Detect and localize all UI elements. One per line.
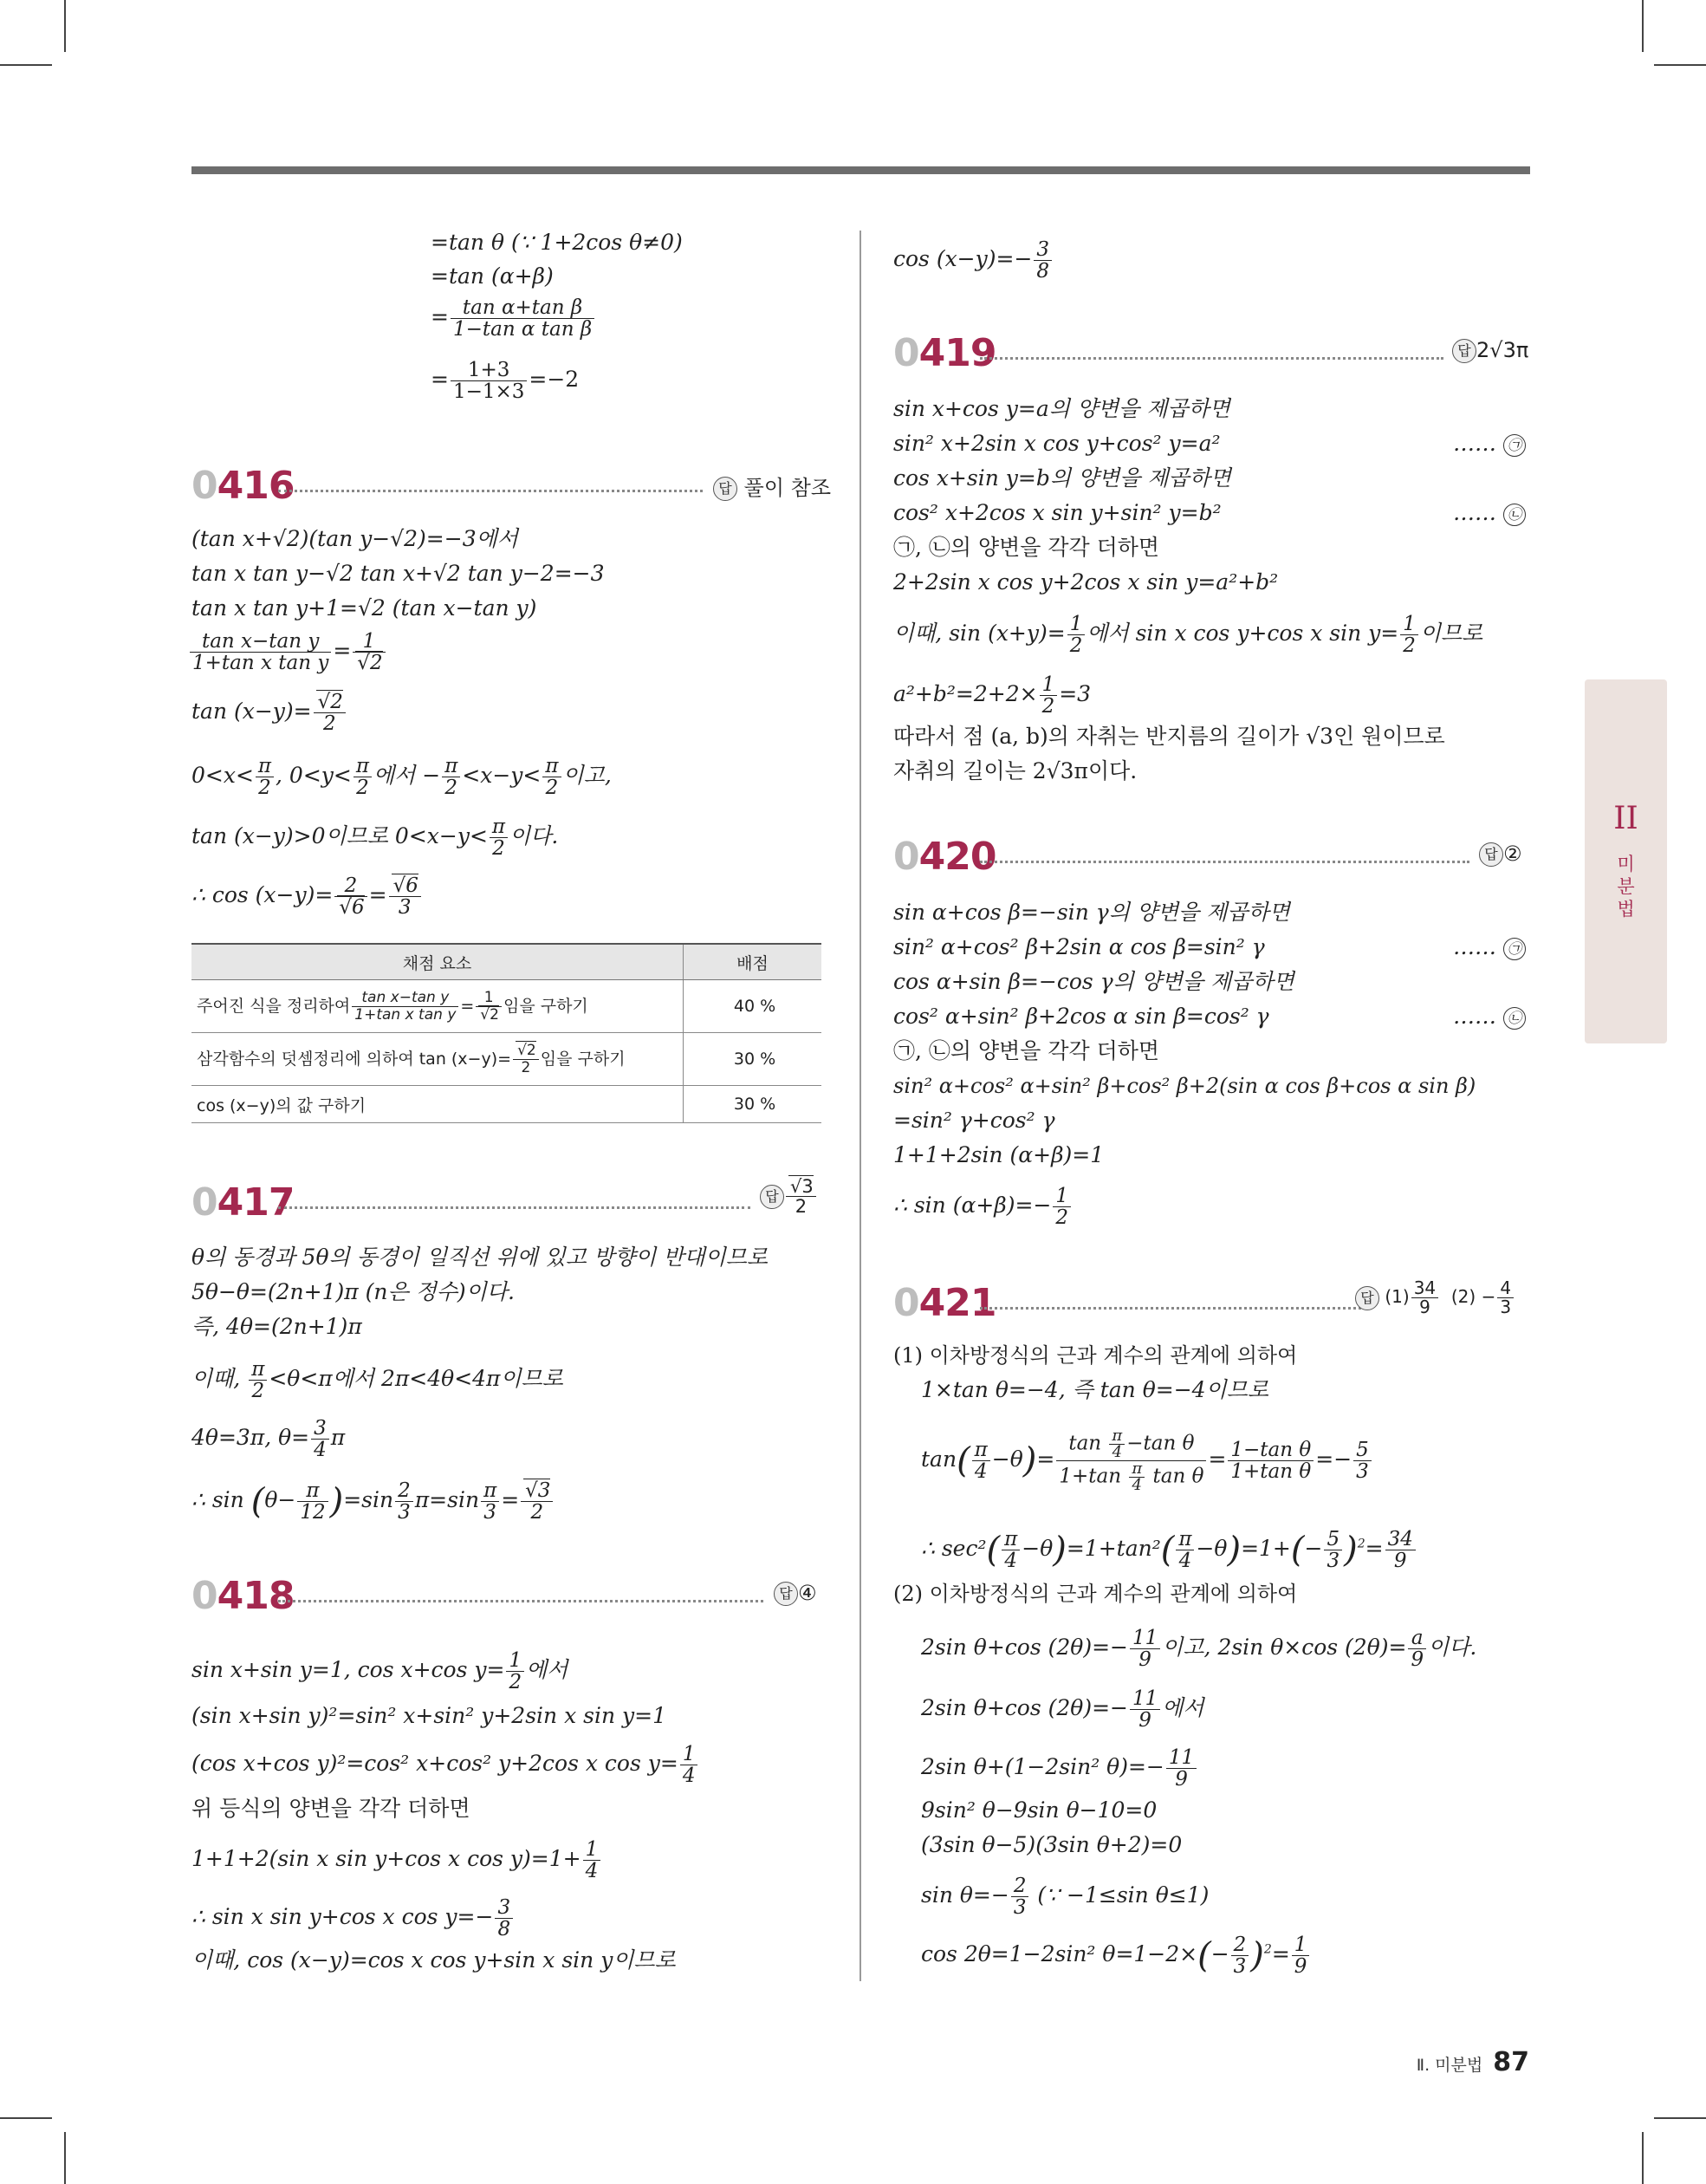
- math-line: ∴ sec²( $\frac{\pi}{4}$ −θ)=1+tan²( $\frac{\pi}{4}$ −θ)=1+(− $\frac{5}{3}$ )$^2$= $\frac{34}{9}$: [921, 1529, 1417, 1571]
- math-line: cos (x−y)=− $\frac{3}{8}$: [893, 239, 1054, 282]
- problem-number: 0417: [191, 1180, 295, 1225]
- chapter-side-tab: [1585, 679, 1667, 1043]
- leader-dots: [980, 1307, 1365, 1310]
- math-line: 9sin² θ−9sin θ−10=0: [921, 1797, 1158, 1823]
- table-header-row: [191, 944, 821, 980]
- label-marker: ㉡: [1503, 504, 1526, 526]
- table-cell: 40 %: [684, 980, 822, 1033]
- answer-mark-icon: 답: [1479, 842, 1503, 867]
- problem-number: 0419: [893, 331, 996, 375]
- problem-number: 0416: [191, 464, 295, 508]
- column-header: 채점 요소: [191, 944, 684, 980]
- problem-number: 0421: [893, 1281, 996, 1325]
- math-line: $\frac{\text{tan x−tan y}}{\text{1+tan x tan y}}$ = 1 √ 2: [188, 631, 387, 673]
- math-line: 2+2sin x cos y+2cos x sin y=a²+b²: [893, 569, 1279, 595]
- problem-header-421: [893, 1277, 1530, 1325]
- problem-header-420: [893, 835, 1530, 878]
- numerator: tan α+tan β: [451, 297, 594, 319]
- math-line: 1+1+2(sin x sin y+cos x cos y)=1+ $\frac{1}{4}$: [191, 1839, 602, 1882]
- answer: 답 (1) $\frac{34}{9}$ (2) − $\frac{4}{3}$: [1355, 1279, 1515, 1316]
- math-line: (3sin θ−5)(3sin θ+2)=0: [921, 1832, 1183, 1857]
- math-line: (cos x+cos y)²=cos² x+cos² y+2cos x cos y= $\frac{1}{4}$: [191, 1744, 699, 1786]
- math-line: sin x+sin y=1, cos x+cos y= $\frac{1}{2}$ 에서: [191, 1649, 568, 1693]
- math-line: 1+1+2sin (α+β)=1: [893, 1142, 1105, 1167]
- math-line: tan (x−y)= √ $\frac{2}{2}$: [191, 692, 347, 734]
- crop-mark: [64, 0, 66, 52]
- label-marker: ㉠: [1503, 938, 1526, 960]
- math-line: 위 등식의 양변을 각각 더하면: [191, 1796, 470, 1821]
- math-line: sin α+cos β=−sin γ의 양변을 제곱하면: [893, 900, 1290, 925]
- math-line: cos 2θ=1−2sin² θ=1−2×(− $\frac{2}{3}$ )$^2$= $\frac{1}{9}$: [921, 1934, 1311, 1977]
- math-line: =tan (α+β): [431, 263, 554, 289]
- table-cell: 주어진 식을 정리하여 $\frac{\text{tan x−tan y}}{\text{1+tan x tan y}}$ = 1 √ 2 임을 구하기: [191, 980, 684, 1033]
- table-cell: 삼각함수의 덧셈정리에 의하여 tan (x−y)= √ $\frac{2}{2}$ 임을 구하기: [191, 1033, 684, 1086]
- numerator: 1+3: [451, 360, 527, 381]
- label-marker: ㉡: [1503, 1007, 1526, 1030]
- problem-header-419: [893, 331, 1530, 374]
- math-line: a²+b²=2+2× $\frac{1}{2}$ =3: [893, 673, 1092, 718]
- answer-mark-icon: 답: [1355, 1286, 1379, 1310]
- table-row: [191, 980, 821, 1033]
- answer-mark-icon: 답: [760, 1185, 784, 1209]
- table-row: [191, 1033, 821, 1086]
- math-line: sin² α+cos² α+sin² β+cos² β+2(sin α cos β+cos α sin β): [893, 1074, 1476, 1098]
- math-line: 2sin θ+cos (2θ)=− $\frac{11}{9}$ 에서: [921, 1687, 1204, 1732]
- math-line: sin² α+cos² β+2sin α cos β=sin² γ …… ㉠: [893, 933, 1526, 962]
- table-cell: 30 %: [684, 1086, 822, 1123]
- crop-mark: [0, 2117, 52, 2119]
- math-line: 이때, cos (x−y)=cos x cos y+sin x sin y이므로: [191, 1947, 676, 1973]
- column-divider: [859, 231, 861, 1981]
- table-cell: cos (x−y)의 값 구하기: [191, 1086, 684, 1123]
- math-line: 2sin θ+(1−2sin² θ)=− $\frac{11}{9}$: [921, 1747, 1198, 1790]
- label-marker: ㉠: [1503, 434, 1526, 457]
- footer-chapter: Ⅱ. 미분법: [1416, 2056, 1483, 2075]
- leader-dots: [278, 1600, 763, 1602]
- math-line: sin² x+2sin x cos y+cos² y=a² …… ㉠: [893, 429, 1526, 458]
- math-line: cos² x+2cos x sin y+sin² y=b² …… ㉡: [893, 498, 1526, 528]
- table-cell: 30 %: [684, 1033, 822, 1086]
- math-line: 1×tan θ=−4, 즉 tan θ=−4이므로: [921, 1377, 1268, 1402]
- answer: 답 ②: [1479, 842, 1522, 867]
- answer-mark-icon: 답: [1452, 339, 1476, 363]
- math-line: 따라서 점 (a, b)의 자취는 반지름의 길이가 √3인 원이므로: [893, 724, 1445, 749]
- math-line: ∴ cos (x−y)= 2 √ 6 = √ $\frac{6}{3}$: [191, 875, 423, 918]
- math-line: 0<x< $\frac{\pi}{2}$ , 0<y< $\frac{\pi}{2}$ 에서 − $\frac{\pi}{2}$ <x−y< $\frac{\pi}{2}$ 이고,: [191, 755, 612, 799]
- problem-number: 0418: [191, 1574, 295, 1618]
- scoring-table: [191, 943, 821, 1123]
- math-line: 5θ−θ=(2n+1)π (n은 정수)이다.: [191, 1279, 515, 1304]
- answer-mark-icon: 답: [774, 1582, 798, 1606]
- math-line: 4θ=3π, θ= $\frac{3}{4}$ π: [191, 1417, 346, 1461]
- math-line: ∴ sin (θ− $\frac{\pi}{12}$ )=sin $\frac{2}{3}$ π=sin $\frac{\pi}{3}$ = √ $\frac{3}{2}$: [191, 1480, 555, 1523]
- math-line: tan x tan y+1=√2 (tan x−tan y): [191, 595, 537, 621]
- table-row: [191, 1086, 821, 1123]
- math-line: = $\frac{1+3}{1-1\times 3}$ =−2: [431, 359, 580, 403]
- math-line: ㉠, ㉡의 양변을 각각 더하면: [893, 535, 1160, 560]
- math-line: θ의 동경과 5θ의 동경이 일직선 위에 있고 방향이 반대이므로: [191, 1245, 769, 1270]
- math-line: (sin x+sin y)²=sin² x+sin² y+2sin x sin y=1: [191, 1703, 666, 1728]
- math-line: 이때, sin (x+y)= $\frac{1}{2}$ 에서 sin x cos y+cos x sin y= $\frac{1}{2}$ 이므로: [893, 613, 1483, 657]
- crop-mark: [1642, 2132, 1644, 2184]
- crop-mark: [1654, 64, 1706, 66]
- math-line: 자취의 길이는 2√3π이다.: [893, 758, 1138, 783]
- math-line: ㉠, ㉡의 양변을 각각 더하면: [893, 1038, 1160, 1063]
- math-line: tan x tan y−√2 tan x+√2 tan y−2=−3: [191, 561, 605, 586]
- math-line: 즉, 4θ=(2n+1)π: [191, 1314, 362, 1339]
- denominator: 1−tan α tan β: [452, 318, 593, 341]
- numerator: tan x−tan y: [190, 631, 331, 653]
- answer: 답 2√3π: [1452, 338, 1528, 363]
- answer: 답 ④: [774, 1581, 817, 1606]
- denominator: 1−1×3: [452, 380, 525, 403]
- leader-dots: [980, 357, 1443, 360]
- math-line: cos² α+sin² β+2cos α sin β=cos² γ …… ㉡: [893, 1002, 1526, 1031]
- problem-header-418: [191, 1574, 821, 1617]
- crop-mark: [0, 64, 52, 66]
- math-line: =sin² γ+cos² γ: [893, 1108, 1055, 1133]
- column-header: 배점: [684, 944, 822, 980]
- math-line: ∴ sin x sin y+cos x cos y=− $\frac{3}{8}$: [191, 1897, 515, 1940]
- math-line: cos x+sin y=b의 양변을 제곱하면: [893, 465, 1231, 491]
- answer: 답 √ $\frac{3}{2}$: [760, 1177, 818, 1216]
- math-line: sin θ=− $\frac{2}{3}$ (∵ −1≤sin θ≤1): [921, 1875, 1210, 1919]
- math-text: =−2: [529, 367, 580, 392]
- math-line: ∴ sin (α+β)=− $\frac{1}{2}$: [893, 1186, 1073, 1228]
- answer-mark-icon: 답: [713, 477, 737, 501]
- math-line: (2) 이차방정식의 근과 계수의 관계에 의하여: [893, 1582, 1298, 1606]
- denominator: 1+tan x tan y: [192, 652, 329, 674]
- math-line: (1) 이차방정식의 근과 계수의 관계에 의하여: [893, 1343, 1298, 1368]
- leader-dots: [980, 861, 1469, 863]
- page-footer: [1417, 2047, 1529, 2077]
- math-line: 이때, $\frac{\pi}{2}$ <θ<π에서 2π<4θ<4π이므로: [191, 1358, 563, 1402]
- leader-dots: [278, 490, 703, 492]
- math-line: = $\frac{\text{tan α+tan β}}{\text{1−tan α tan β}}$: [431, 297, 596, 340]
- problem-header-417: [191, 1176, 821, 1225]
- math-line: sin x+cos y=a의 양변을 제곱하면: [893, 396, 1230, 421]
- math-line: tan (x−y)>0이므로 0<x−y< $\frac{\pi}{2}$ 이다.: [191, 816, 559, 860]
- page-number: 87: [1493, 2047, 1529, 2077]
- problem-number: 0420: [893, 835, 996, 879]
- crop-mark: [64, 2132, 66, 2184]
- chapter-title-vertical: 미 분 법: [1617, 854, 1635, 920]
- problem-header-416: [191, 464, 832, 508]
- leader-dots: [278, 1206, 750, 1209]
- answer: 답 풀이 참조: [713, 471, 831, 501]
- math-line: cos α+sin β=−cos γ의 양변을 제곱하면: [893, 969, 1294, 994]
- crop-mark: [1642, 0, 1644, 52]
- math-line: (tan x+√2)(tan y−√2)=−3에서: [191, 526, 518, 551]
- header-rule: [191, 166, 1530, 174]
- math-line: 2sin θ+cos (2θ)=− $\frac{11}{9}$ 이고, 2sin θ×cos (2θ)= $\frac{a}{9}$ 이다.: [921, 1627, 1477, 1671]
- math-line: =tan θ (∵ 1+2cos θ≠0): [431, 230, 683, 255]
- chapter-roman-numeral: II: [1613, 801, 1638, 836]
- math-line: tan( $\frac{\pi}{4}$ −θ)= tan $\frac{\pi}{4}$ −tan θ 1+tan $\frac{\pi}{4}$ tan θ = $\frac{\text{1−tan θ}}{\text{1+tan θ}}$ =− $\frac{5}{3}$: [921, 1428, 1373, 1493]
- crop-mark: [1654, 2117, 1706, 2119]
